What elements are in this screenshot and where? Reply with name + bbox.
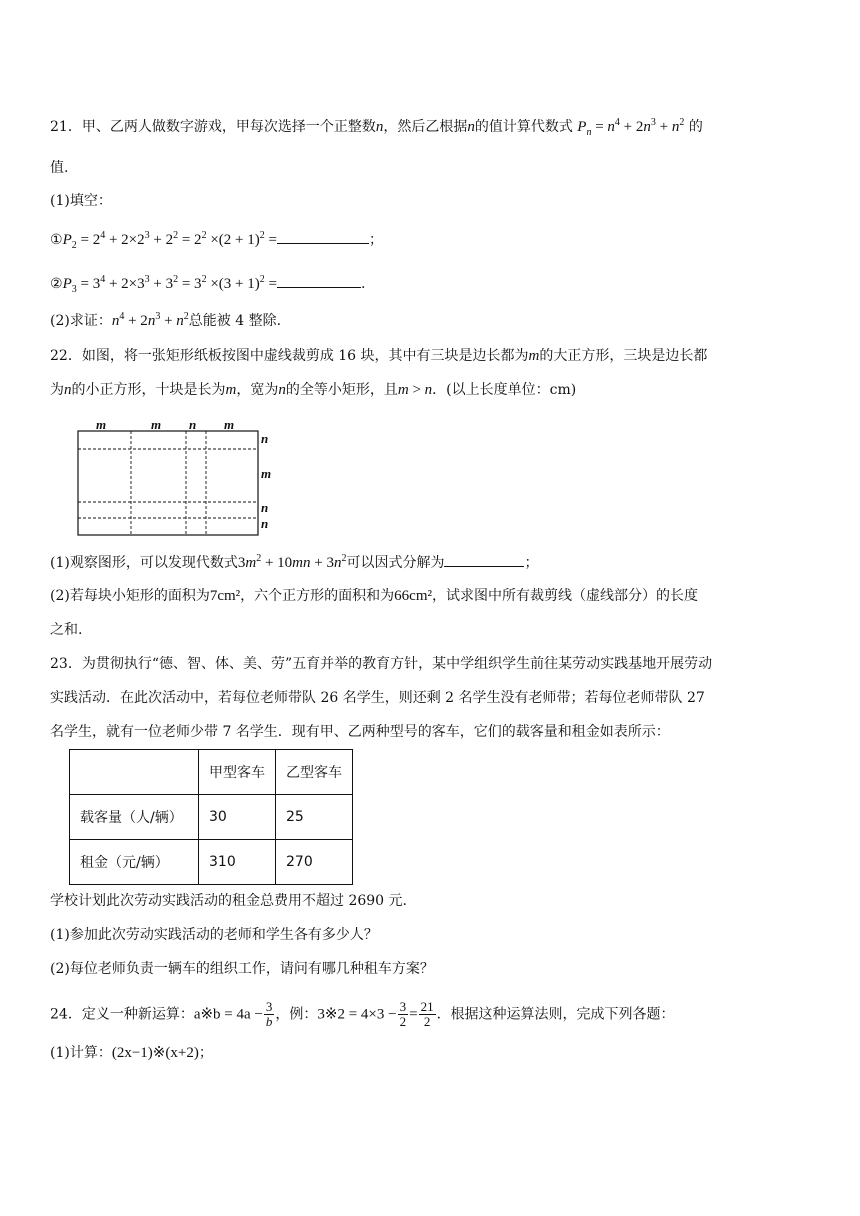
bus-rental-table: [69, 749, 353, 885]
q24-part1-end: ；: [198, 1045, 213, 1061]
fraction-denominator: 2: [399, 1014, 407, 1029]
table-row: [70, 840, 353, 885]
q22-part2-text-c: ，试求图中所有裁剪线（虚线部分）的长度: [432, 588, 698, 604]
q22-part1-blank[interactable]: [444, 552, 524, 567]
q21-stem-line1: [50, 117, 703, 137]
q24-text-a: 24．定义一种新运算：: [50, 1006, 194, 1023]
q22-unit: cm: [549, 382, 571, 398]
figure-side-label: m: [261, 466, 272, 481]
q22-part1: [50, 552, 538, 573]
table-row: [70, 750, 353, 795]
q22-text-2e: ．(以上长度单位：: [432, 382, 550, 398]
figure-side-label: n: [261, 516, 269, 531]
q21-item1: [50, 229, 383, 250]
table-header-cell: [70, 750, 199, 795]
q21-part2-text-b: 总能被 4 整除.: [188, 313, 282, 329]
q22-part2-text-a: (2)若每块小矩形的面积为: [50, 588, 210, 604]
q22-text-2d: 的全等小矩形，且: [285, 382, 398, 398]
q21-stem-text-b: ，然后乙根据: [383, 119, 468, 135]
figure-top-label: m: [151, 418, 162, 432]
table-cell: 租金（元/辆）: [70, 840, 199, 885]
q24-def-fraction: [264, 1000, 275, 1029]
q22-inequality: m > n: [397, 382, 433, 398]
q21-item2-expr: $P_3 = 3^4 + 2\times 3^3 + 3^2 = 3^2 \times(3 + 1)^2$ =: [62, 274, 277, 295]
table-cell: 270: [276, 840, 353, 885]
q22-area2: 66cm²: [394, 588, 432, 604]
q22-part1-end: ；: [524, 555, 539, 571]
q22-var-n: n: [64, 382, 72, 398]
fraction-numerator: 3: [399, 999, 407, 1014]
q23-part2: (2)每位老师负责一辆车的组织工作，请问有哪几种租车方案？: [50, 961, 434, 977]
figure-cut-lines: [78, 431, 258, 535]
q22-stem-line1: [50, 346, 707, 366]
q23-part1: (1)参加此次劳动实践活动的老师和学生各有多少人？: [50, 927, 378, 943]
q23-line1: 23．为贯彻执行“德、智、体、美、劳”五育并举的教育方针，某中学组织学生前往某劳动实践基地开展劳动: [50, 656, 713, 672]
table-cell: 载客量（人/辆）: [70, 795, 199, 840]
q24-example-equals: =: [409, 1006, 418, 1023]
q21-var-n: n: [375, 119, 384, 135]
q22-part2-text-b: ，六个正方形的面积和为: [240, 588, 395, 604]
q21-item2-blank[interactable]: [277, 273, 361, 288]
q24-text-b: ，例：: [275, 1006, 318, 1023]
q24-example-fraction-2: [419, 1000, 436, 1029]
q21-part2-text-a: (2)求证：: [50, 313, 112, 329]
q22-text-2f: ): [570, 382, 577, 398]
q22-part2-line2: 之和.: [50, 622, 83, 638]
figure-top-label: m: [96, 418, 107, 432]
q22-text-2b: 的小正方形，十块是长为: [71, 382, 226, 398]
q22-text-2c: ，宽为: [236, 382, 279, 398]
q22-text-1b: 的大正方形，三块是边长都: [539, 348, 708, 364]
q24-text-c: ．根据这种运算法则，完成下列各题：: [436, 1006, 675, 1023]
q21-stem-line2: 值.: [50, 160, 69, 176]
q22-part1-expr: $3m^2 + 10mn + 3n^2$: [237, 553, 347, 571]
q23-note: 学校计划此次劳动实践活动的租金总费用不超过 2690 元.: [50, 893, 407, 909]
q21-item1-expr: $P_2 = 2^4 + 2\times 2^3 + 2^2 = 2^2 \times(2 + 1)^2$ =: [62, 230, 277, 251]
q22-text-2a: 为: [50, 382, 64, 398]
table-cell: 30: [199, 795, 276, 840]
q21-stem-text-d: 的: [688, 119, 703, 135]
q24-line1: [50, 1000, 675, 1029]
q22-var-n-2: n: [278, 382, 286, 398]
figure-top-label: n: [189, 418, 197, 432]
q22-part2-line1: [50, 586, 698, 606]
q22-part1-text-b: 可以因式分解为: [346, 555, 445, 571]
q22-area1: 7cm²: [209, 588, 241, 604]
table-row: [70, 795, 353, 840]
q24-part1: [50, 1043, 213, 1063]
q22-text-1a: 22．如图，将一张矩形纸板按图中虚线裁剪成 16 块，其中有三块是边长都为: [50, 348, 529, 364]
q21-part2-expr: $n^4 + 2n^3 + n^2$: [111, 311, 189, 329]
table-header-cell: 乙型客车: [276, 750, 353, 795]
q24-example-lhs: 3※2 = 4×3 −: [317, 1006, 397, 1023]
q22-stem-line2: [50, 380, 576, 400]
q21-item1-end: ；: [368, 232, 383, 248]
q24-part1-text: (1)计算：: [50, 1045, 112, 1061]
q21-stem-text-a: 21．甲、乙两人做数字游戏，甲每次选择一个正整数: [50, 119, 376, 135]
q24-def-lhs: a※b = 4a −: [193, 1006, 263, 1023]
fraction-numerator: 21: [420, 999, 434, 1014]
q21-item2-end: .: [360, 276, 366, 292]
q22-part1-text-a: (1)观察图形，可以发现代数式: [50, 555, 238, 571]
fraction-denominator: b: [265, 1014, 273, 1029]
figure-top-label: m: [224, 418, 235, 432]
q24-part1-expr: (2x−1)※(x+2): [111, 1045, 199, 1061]
q23-line2: 实践活动．在此次活动中，若每位老师带队 26 名学生，则还剩 2 名学生没有老师带；若每位老师带队 27: [50, 690, 705, 706]
table-cell: 310: [199, 840, 276, 885]
q21-item2: [50, 273, 365, 294]
q21-formula: $P_n = n^4 + 2n^3 + n^2$: [577, 117, 685, 138]
figure-side-label: n: [261, 431, 269, 446]
q21-var-n-2: n: [467, 119, 475, 135]
q22-figure: [76, 418, 296, 540]
fraction-denominator: 2: [423, 1014, 431, 1029]
figure-outline: [78, 431, 258, 535]
q23-line3: 名学生，就有一位老师少带 7 名学生．现有甲、乙两种型号的客车，它们的载客量和租金如表所示：: [50, 724, 670, 740]
q21-item2-marker: ②: [50, 276, 63, 292]
q21-part1: (1)填空：: [50, 193, 112, 209]
q21-item1-blank[interactable]: [277, 229, 369, 244]
q24-example-fraction-1: [398, 1000, 409, 1029]
q22-var-m-2: m: [225, 382, 237, 398]
q21-item1-marker: ①: [50, 232, 63, 248]
q21-stem-text-c: 的值计算代数式: [474, 119, 573, 135]
table-header-cell: 甲型客车: [199, 750, 276, 795]
fraction-numerator: 3: [265, 999, 273, 1014]
q21-part2: [50, 311, 281, 331]
q22-var-m: m: [528, 348, 540, 364]
figure-side-label: n: [261, 500, 269, 515]
table-cell: 25: [276, 795, 353, 840]
